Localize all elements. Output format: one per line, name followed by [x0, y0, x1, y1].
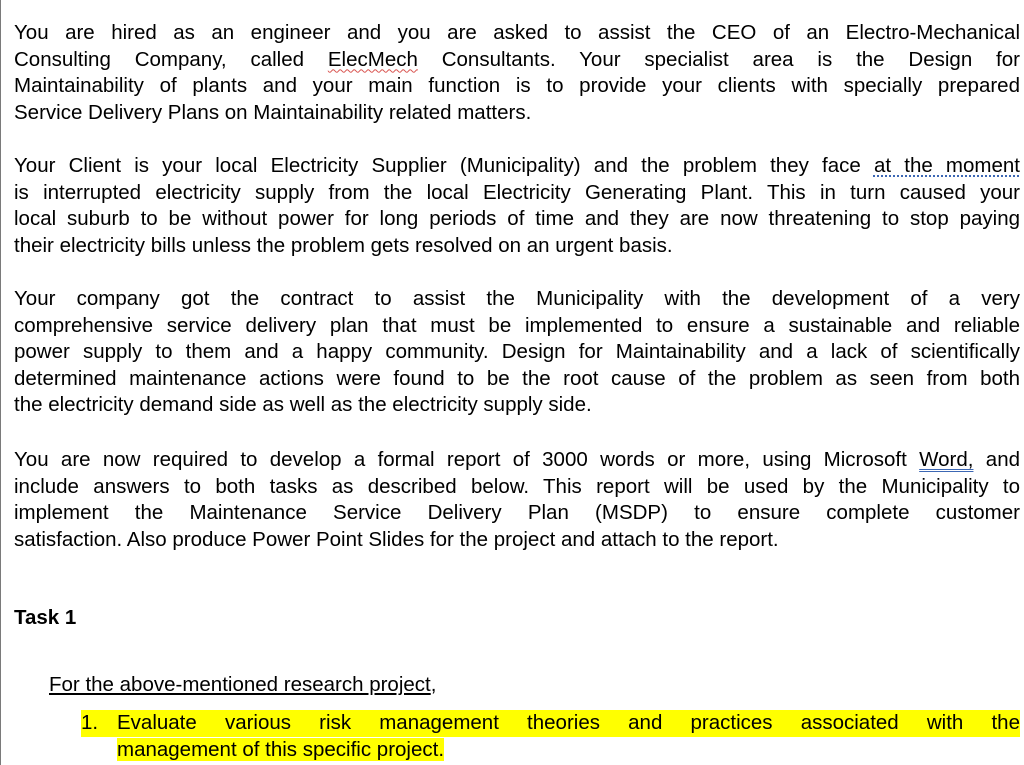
highlighted-text: management of this specific project.	[117, 737, 445, 761]
text-run: Consultants. Your specialist area is the Design for	[417, 47, 1020, 71]
text-run: include answers to both tasks as described below. This report will be used by the Municipality to	[14, 474, 1020, 498]
text-run: is interrupted electricity supply from the local Electricity Generating Plant. This in turn caused your	[14, 180, 1020, 204]
text-line: determined maintenance actions were found to be the root cause of the problem as seen from both	[14, 366, 1020, 390]
text-run: and	[973, 448, 1020, 471]
text-line	[14, 527, 1020, 554]
text-line	[14, 206, 1020, 233]
text-run: local suburb to be without power for long periods of time and they are now threatening to stop paying	[14, 207, 1020, 230]
paragraph-intro	[14, 20, 1020, 126]
text-line	[14, 500, 1020, 527]
grammar-flagged-phrase[interactable]: at the moment	[873, 154, 1020, 177]
text-line: the electricity demand side as well as the electricity supply side.	[14, 393, 592, 416]
text-line	[14, 153, 1020, 180]
text-run: Your Client is your local Electricity Supplier (Municipality) and the problem they face	[14, 154, 874, 177]
list-item-body	[117, 710, 1020, 763]
text-line	[14, 47, 1020, 74]
list-number: 1.	[81, 710, 117, 737]
text-line	[14, 73, 1020, 100]
task-intro-text: For the above-mentioned research project	[49, 673, 431, 696]
task-intro	[49, 672, 436, 699]
text-line	[14, 474, 1020, 501]
text-line: Your company got the contract to assist the Municipality with the development of a very	[14, 287, 1020, 310]
task-intro-punct: ,	[430, 673, 437, 696]
text-run: Service Delivery Plans on Maintainability related matters.	[14, 100, 532, 124]
text-line	[14, 233, 1020, 260]
text-run: You are hired as an engineer and you are asked to assist the CEO of an Electro-Mechanical	[14, 21, 1020, 44]
text-line	[14, 100, 1020, 127]
text-run: implement the Maintenance Service Delivery Plan (MSDP) to ensure complete customer	[14, 501, 1020, 524]
text-line	[14, 180, 1020, 207]
text-run: You are now required to develop a formal report of 3000 words or more, using Microsoft	[14, 448, 920, 471]
paragraph-requirements	[14, 447, 1020, 553]
text-line: comprehensive service delivery plan that must be implemented to ensure a sustainable and reliable	[14, 313, 1020, 337]
paragraph-contract	[14, 286, 1020, 419]
text-line: power supply to them and a happy community. Design for Maintainability and a lack of scientifically	[14, 340, 1020, 363]
text-line	[14, 20, 1020, 47]
text-run: their electricity bills unless the problem gets resolved on an urgent basis.	[14, 233, 673, 257]
grammar-flagged-word[interactable]: Word,	[919, 448, 974, 471]
highlighted-line: Evaluate various risk management theories and practices associated with the	[117, 710, 1020, 737]
highlighted-line	[117, 737, 1020, 764]
text-run: Maintainability of plants and your main function is to provide your clients with specially prepared	[14, 74, 1020, 97]
task-heading: Task 1	[14, 606, 77, 629]
text-line	[14, 447, 1020, 474]
paragraph-client	[14, 153, 1020, 259]
text-run: Consulting Company, called	[14, 47, 328, 71]
spellcheck-flagged-word[interactable]: ElecMech	[327, 47, 418, 71]
text-run: satisfaction. Also produce Power Point Slides for the project and attach to the report.	[14, 527, 779, 551]
